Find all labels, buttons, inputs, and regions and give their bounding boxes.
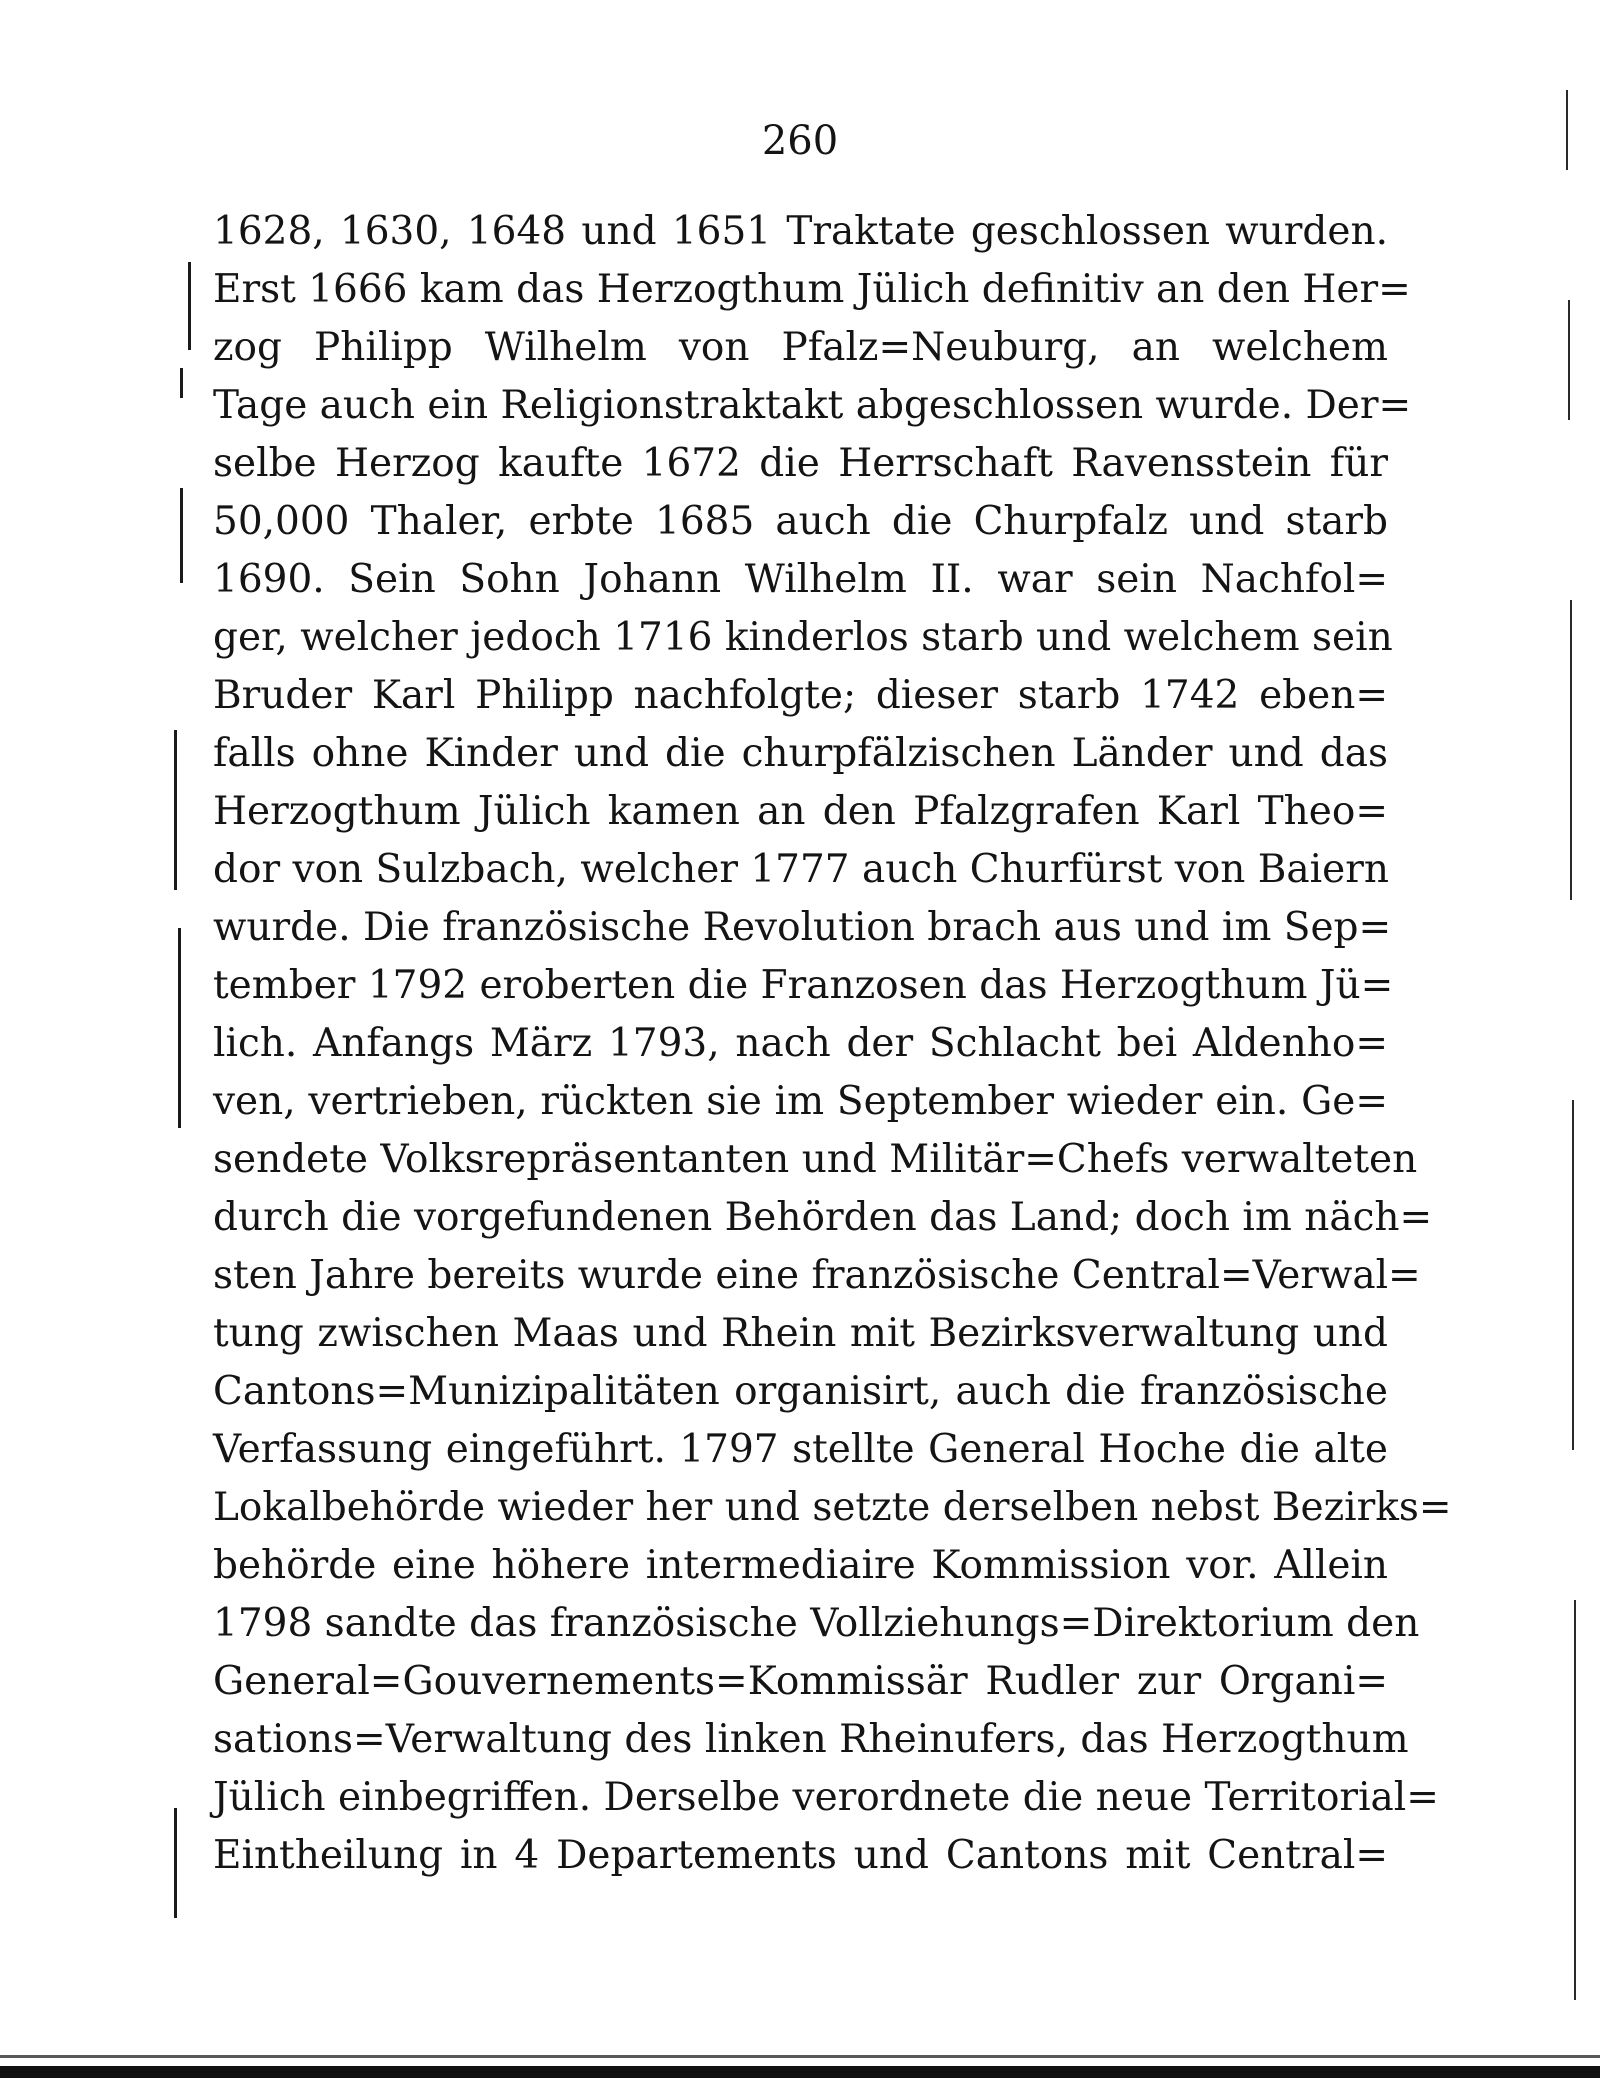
text-line: Erst 1666 kam das Herzogthum Jülich definitiv an den Her=: [213, 267, 1411, 312]
text-line: Lokalbehörde wieder her und setzte derselben nebst Bezirks=: [213, 1485, 1452, 1530]
text-line: General=Gouvernements=Kommissär Rudler zur Organi=: [213, 1659, 1388, 1704]
text-line: 1798 sandte das französische Vollziehungs=Direktorium den: [213, 1601, 1420, 1646]
text-line: behörde eine höhere intermediaire Kommission vor. Allein: [213, 1543, 1388, 1588]
text-line: tung zwischen Maas und Rhein mit Bezirksverwaltung und: [213, 1311, 1388, 1356]
text-line: dor von Sulzbach, welcher 1777 auch Churfürst von Baiern: [213, 847, 1389, 892]
text-line: falls ohne Kinder und die churpfälzischen Länder und das: [213, 731, 1388, 776]
margin-mark: [180, 368, 183, 398]
text-line: sendete Volksrepräsentanten und Militär=Chefs verwalteten: [213, 1137, 1418, 1182]
margin-mark: [174, 1808, 177, 1918]
text-line: Verfassung eingeführt. 1797 stellte General Hoche die alte: [213, 1427, 1388, 1472]
page-edge-mark: [1574, 1600, 1576, 2000]
margin-mark: [180, 488, 183, 583]
text-line: wurde. Die französische Revolution brach aus und im Sep=: [213, 905, 1392, 950]
text-line: tember 1792 eroberten die Franzosen das Herzogthum Jü=: [213, 963, 1394, 1008]
text-body: [213, 203, 1452, 1885]
text-line: selbe Herzog kaufte 1672 die Herrschaft Ravensstein für: [213, 441, 1388, 486]
text-line: Tage auch ein Religionstraktakt abgeschlossen wurde. Der=: [213, 383, 1412, 428]
text-line: Eintheilung in 4 Departements und Cantons mit Central=: [213, 1833, 1388, 1878]
text-line: 1690. Sein Sohn Johann Wilhelm II. war sein Nachfol=: [213, 557, 1388, 602]
text-line: lich. Anfangs März 1793, nach der Schlacht bei Aldenho=: [213, 1021, 1388, 1066]
margin-mark: [174, 730, 177, 890]
page-bottom-edge: [0, 2055, 1600, 2058]
page-edge-mark: [1570, 600, 1572, 900]
page-edge-mark: [1568, 300, 1570, 420]
text-line: zog Philipp Wilhelm von Pfalz=Neuburg, an welchem: [213, 325, 1388, 370]
text-line: ven, vertrieben, rückten sie im September wieder ein. Ge=: [213, 1079, 1388, 1124]
text-line: Herzogthum Jülich kamen an den Pfalzgrafen Karl Theo=: [213, 789, 1388, 834]
text-line: Jülich einbegriffen. Derselbe verordnete die neue Territorial=: [213, 1775, 1439, 1820]
page-number: 260: [761, 118, 839, 164]
text-line: sten Jahre bereits wurde eine französische Central=Verwal=: [213, 1253, 1421, 1298]
text-line: durch die vorgefundenen Behörden das Land; doch im näch=: [213, 1195, 1433, 1240]
text-line: 50,000 Thaler, erbte 1685 auch die Churpfalz und starb: [213, 499, 1388, 544]
margin-mark: [178, 928, 181, 1128]
page-bottom-edge: [0, 2066, 1600, 2078]
page-edge-mark: [1566, 90, 1568, 170]
text-line: Bruder Karl Philipp nachfolgte; dieser starb 1742 eben=: [213, 673, 1388, 718]
text-line: 1628, 1630, 1648 und 1651 Traktate geschlossen wurden.: [213, 209, 1388, 254]
text-line: ger, welcher jedoch 1716 kinderlos starb und welchem sein: [213, 615, 1393, 660]
margin-mark: [188, 262, 191, 350]
text-line: sations=Verwaltung des linken Rheinufers, das Herzogthum: [213, 1717, 1409, 1762]
page-edge-mark: [1572, 1100, 1574, 1450]
text-line: Cantons=Munizipalitäten organisirt, auch die französische: [213, 1369, 1388, 1414]
